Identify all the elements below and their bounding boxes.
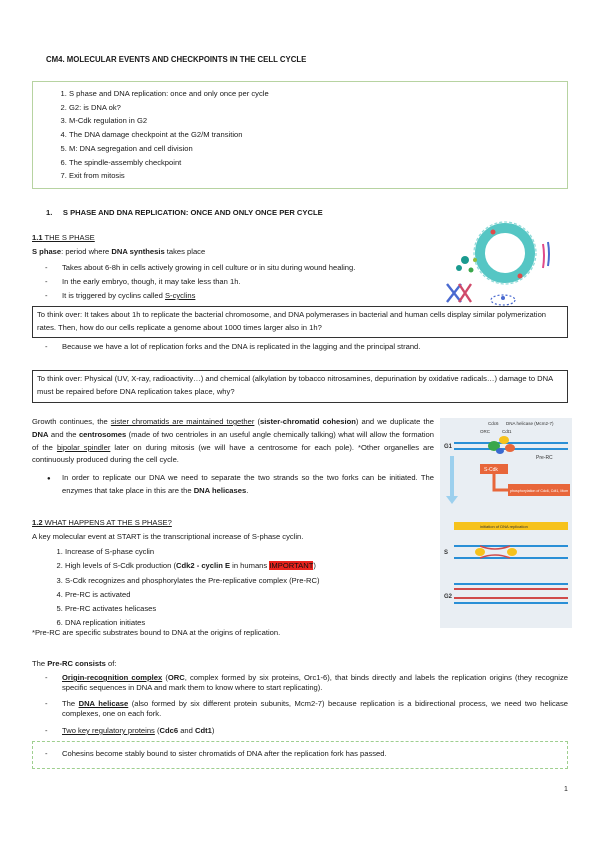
label-s: S [444,550,449,556]
text: takes place [164,247,206,256]
dna-marker [491,230,496,235]
label-helicase: DNA helicase (Mcm2-7) [506,421,554,426]
text: (made of two centrioles in an useful angle chemically talking) what will allow the formation of the [32,429,434,452]
term: Cdk2 - cyclin E [176,561,231,571]
small-cell [469,268,474,273]
text: ( [254,417,260,426]
text: ( [154,726,160,735]
subsection-title: WHAT HAPPENS AT THE S PHASE? [42,518,172,527]
chromatid-blue [548,242,549,266]
cdc6-protein [499,436,509,444]
term: Cdt1 [194,726,212,735]
list-item: - Takes about 6-8h in cells actively growing in cell culture or in situ during wound healing. [62,263,355,273]
list-item: - In the early embryo, though, it may take less than 1h. [62,277,241,287]
toc-item: 1. S phase and DNA replication: once and only once per cycle [69,87,269,101]
text: in humans [230,561,270,571]
replication-figure [440,418,572,628]
subsection-heading [32,233,95,243]
step-item: 5. Pre-RC activates helicases [65,602,320,616]
toc-item: 5. M: DNA segregation and cell division [69,142,269,156]
chromatid-pink [543,244,544,268]
step-item: 3. S-Cdk recognizes and phosphorylates the Pre-replicative complex (Pre-RC) [65,574,320,588]
text: High levels of S-Cdk production ( [65,561,177,571]
subsection-heading [32,518,172,528]
text: The [32,659,48,668]
term: Origin-recognition complex [62,673,163,682]
small-cell [473,258,477,262]
term: DNA synthesis [111,247,165,256]
time-arrow [450,456,454,496]
term: DNA helicase [78,699,129,708]
text: In order to replicate our DNA we need to separate the two strands so the two forks can be initiated. The enzymes that take place in this are the [62,473,434,495]
chromosome-x-pink [459,284,471,302]
small-cell [456,265,462,271]
think-box: To think over: It takes about 1h to replicate the bacterial chromosome, and DNA polymerases in bacterial and human cells display similar polymerization rates. Then, how do our cells replicate a genome about 1000 times larger also in 1h? [32,306,568,338]
term: sister-chromatid cohesion [259,417,356,426]
steps-list [50,545,320,631]
prerc-consists [32,659,116,669]
text: and the [48,429,79,439]
term: Cdc6 [159,726,179,735]
label-prerc: Pre-RC [536,455,553,461]
page-title: CM4. MOLECULAR EVENTS AND CHECKPOINTS IN THE CELL CYCLE [46,55,307,64]
text: : period where [61,247,112,256]
term: DNA helicases [193,485,247,495]
step-item: 1. Increase of S-phase cyclin [65,545,320,559]
step-item [65,559,320,573]
toc-item: 7. Exit from mitosis [69,169,269,183]
text: The [62,699,79,708]
fork-helicase [475,548,485,556]
section-number: 1. [46,208,53,217]
text: of: [105,659,117,668]
fork-helicase [507,548,517,556]
toc-item: 3. M-Cdk regulation in G2 [69,114,269,128]
dna-marker [501,296,505,300]
growth-paragraph [32,416,434,467]
helicase-protein [496,448,504,454]
page-number: 1 [564,786,568,793]
list-item [62,699,568,720]
label-orc: ORC [480,429,490,434]
term: Two key regulatory proteins [62,726,155,735]
subsection-title: THE S PHASE [42,233,95,242]
text: Growth continues, the [32,417,111,426]
dna-marker [518,274,523,279]
chromosome-x-blue [447,284,461,302]
text: It is triggered by cyclins called [62,291,165,300]
table-of-contents [54,87,269,183]
text: . [246,485,249,495]
term: S-cyclins [164,291,196,300]
cdt1-protein [505,444,515,452]
list-item: - Because we have a lot of replication forks and the DNA is replicated in the lagging and the principal strand. [62,342,420,352]
term: S phase [32,247,62,256]
toc-item: 4. The DNA damage checkpoint at the G2/M transition [69,128,269,142]
term: centrosomes [78,429,127,439]
text: ) and we duplicate the [355,417,434,426]
small-cell [461,256,469,264]
label-g2: G2 [444,594,453,600]
text: ) [313,561,316,571]
prerc-note: *Pre-RC are specific substrates bound to DNA at the origins of replication. [32,628,281,637]
bullet-item [62,472,434,497]
text: , complex formed by six proteins, Orc1-6), that binds directly and labels the replication origins (they recognize specific sequences in DNA and mark them to know where to start replicating). [62,673,569,693]
label-phospho: phosphorylation of Cdc6, Cdt1, Mcm [510,489,569,493]
toc-item: 2. G2: is DNA ok? [69,101,269,115]
section-heading [46,208,323,218]
text: later on during mitosis (we will have a centrosome for each pole). *Other organelles are continuously produced during the cell cycle. [32,442,435,465]
term: sister chromatids are maintained together [110,417,255,426]
step-item: 4. Pre-RC is activated [65,588,320,602]
subsection-number: 1.2 [32,518,43,527]
important-highlight: IMPORTANT [269,561,314,571]
subsection-number: 1.1 [32,233,43,242]
chromosome-illustration [445,220,565,310]
text: and [178,726,195,735]
term: ORC [167,673,185,682]
label-initiation: initiation of DNA replication [480,524,528,529]
label-cdc6: Cdc6 [488,421,499,426]
label-g1: G1 [444,444,453,450]
label-cdt1: Cdt1 [502,429,512,434]
list-item [62,726,214,736]
term: bipolar spindler [56,442,111,452]
intro-text: A key molecular event at START is the transcriptional increase of S-phase cyclin. [32,532,304,541]
list-item [62,673,568,694]
think-box: To think over: Physical (UV, X-ray, radioactivity…) and chemical (alkylation by tobacco nitrosamines, depurination by oxidative radicals…) damage to DNA must be repaired before DNA replication takes place, why? [32,370,568,403]
list-item [62,291,195,301]
step-item: 6. DNA replication initiates [65,616,320,630]
toc-item: 6. The spindle-assembly checkpoint [69,156,269,170]
label-scdk: S-Cdk [484,467,498,473]
section-title: S PHASE AND DNA REPLICATION: ONCE AND ONLY ONCE PER CYCLE [62,208,323,217]
circular-dna [480,228,530,278]
text: (also formed by six different protein subunits, Mcm2-7) because replication is a bidirectional process, we need two helicase complexes, one on each fork. [62,699,568,719]
term: Pre-RC consists [47,659,106,668]
term: DNA [32,429,49,439]
text: ) [211,726,215,735]
text: ( [162,673,168,682]
list-item: - Cohesins become stably bound to sister chromatids of DNA after the replication fork has passed. [62,749,387,759]
sphase-definition [32,247,205,257]
